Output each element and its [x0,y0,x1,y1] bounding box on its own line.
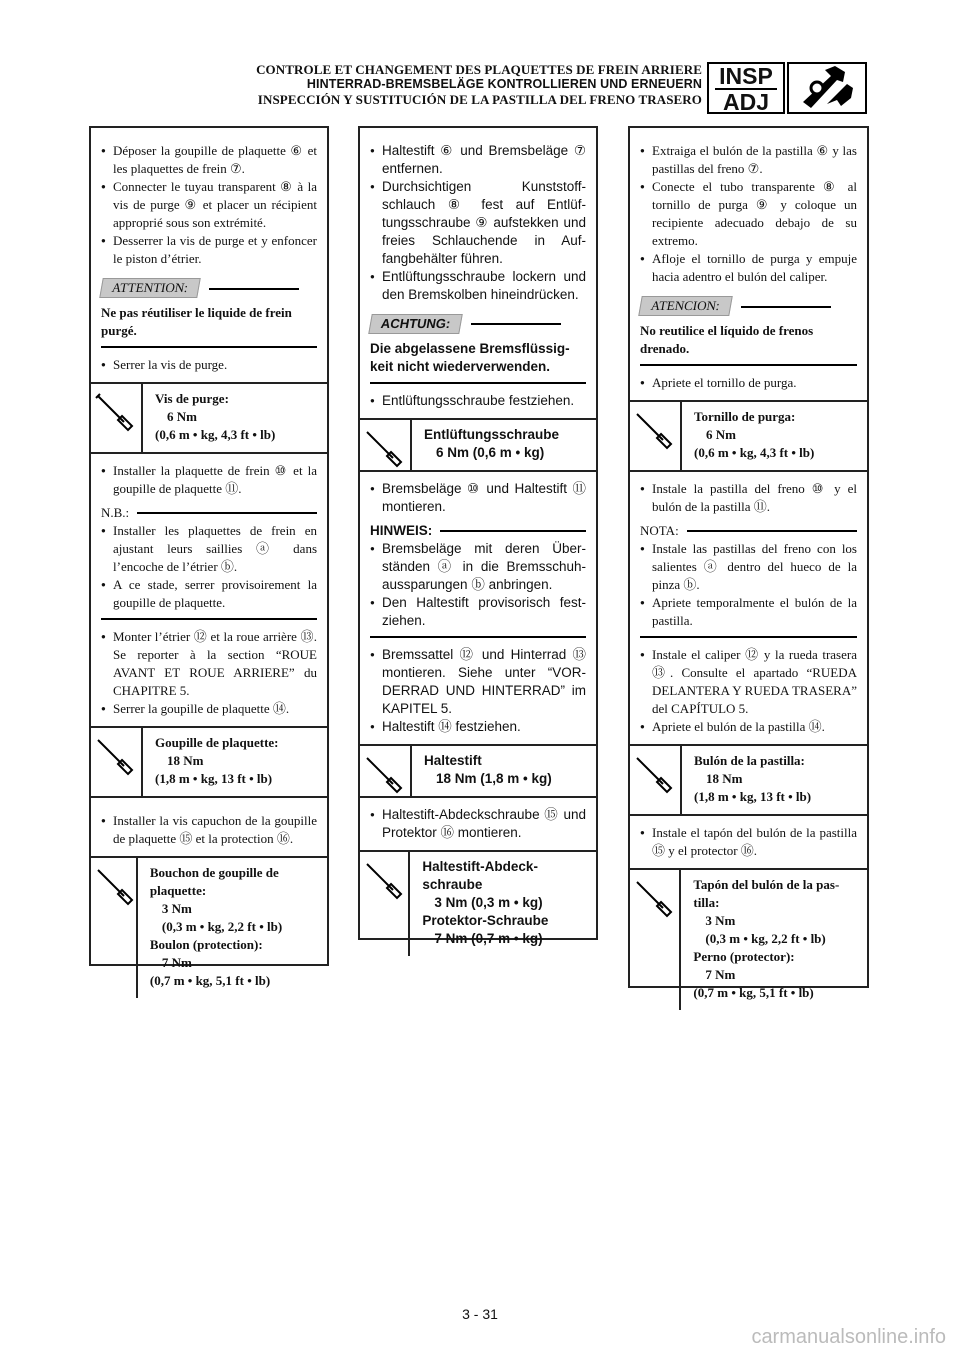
de-step-5: ● Bremsbeläge ⑩ und Haltestift ⑪ montieren. [370,480,586,516]
es-torque-3-alt: (0,3 m • kg, 2,2 ft • lb) [705,931,826,946]
fr-torque-2 [91,726,327,798]
fr-note-1: ● Installer les plaquettes de frein en ajustant leurs saillies ⓐ dans l’encoche de l’étrier ⓑ. [101,522,317,576]
fr-note-2: ● A ce stade, serrer provisoirement la goupille de plaquette. [101,576,317,612]
torque-wrench-icon [633,408,677,452]
de-step-2: ● Durchsichtigen Kunststoffschlauch ⑧ fest auf Entlüftungsschraube ⑨ aufstekken und freies Schlauchende in Auffangbehälter führen. [370,178,586,268]
es-torque-3-nm: 3 Nm [705,913,736,928]
fr-step-4: ● Serrer la vis de purge. [101,356,317,374]
fr-torque-3-nm: 3 Nm [161,901,192,916]
es-attention-label: ATENCION: [638,296,732,316]
fr-step-1: ● Déposer la goupille de plaquette ⑥ et les plaquettes de frein ⑦. [101,142,317,178]
de-step-8: ● Haltestift-Abdeckschraube ⑮ und Protektor ⑯ montieren. [370,806,586,842]
column-french [89,126,329,988]
es-note [640,522,857,638]
tab-top-label: INSP [719,63,773,89]
fr-attention-label: ATTENTION: [99,278,200,298]
de-note-label: HINWEIS: [370,523,433,538]
torque-wrench-icon [363,752,407,796]
fr-note-label: N.B.: [101,505,130,520]
es-torque-1 [630,400,867,472]
de-attention-label: ACHTUNG: [368,314,463,334]
de-step-6: ● Bremssattel ⑫ und Hinterrad ⑬ montieren. Siehe unter “VORDERRAD UND HINTERRAD” im KAPITEL 5. [370,646,586,718]
es-step-1: ● Extraiga el bulón de la pastilla ⑥ y las pastillas del freno ⑦. [640,142,857,178]
fr-torque-1-name: Vis de purge: [155,391,229,406]
fr-step-5: ● Installer la plaquette de frein ⑩ et la goupille de plaquette ⑪. [101,462,317,498]
de-torque-2-name: Haltestift [424,753,482,768]
es-torque-3-alt2: (0,7 m • kg, 5,1 ft • lb) [693,985,814,1000]
torque-wrench-icon [94,390,138,434]
wrench-icon [787,62,867,114]
torque-wrench-icon [363,426,407,470]
es-note-2: ● Apriete temporalmente el bulón de la pastilla. [640,594,857,630]
chapter-tab [707,62,867,114]
es-torque-3-name2: Perno (protector): [693,949,795,964]
es-step-6: ● Instale el caliper ⑫ y la rueda trasera ⑬. Consulte el apartado “RUEDA DELANTERA Y RUEDA TRASERA” del CAPÍTULO 5. [640,646,857,718]
fr-torque-2-name: Goupille de plaquette: [155,735,279,750]
fr-torque-3-alt: (0,3 m • kg, 2,2 ft • lb) [161,919,283,934]
de-torque-3-name2: Protektor-Schraube [422,913,549,928]
de-note-1: ● Bremsbeläge mit deren Überständen ⓐ in die Bremsschuhaussparungen ⓑ anbringen. [370,540,586,594]
watermark: carmanualsonline.info [751,1326,946,1348]
es-torque-2-name: Bulón de la pastilla: [694,753,805,768]
fr-torque-3 [91,856,327,998]
fr-torque-3-name: Bouchon de goupille de plaquette: [149,865,279,898]
de-torque-1-name: Entlüftungsschraube [424,427,560,442]
es-step-4: ● Apriete el tornillo de purga. [640,374,857,392]
fr-attention-text: Ne pas réutiliser le liquide de frein purgé. [101,304,317,348]
de-note [370,522,586,638]
de-torque-3-nm2: 7 Nm (0,7 m • kg) [434,931,543,946]
fr-torque-1-alt: (0,6 m • kg, 4,3 ft • lb) [155,427,276,442]
fr-torque-3-nm2: 7 Nm [161,955,192,970]
torque-wrench-icon [363,858,407,902]
de-attention-text: Die abgelassene Bremsflüssigkeit nicht wiederverwenden. [370,340,586,384]
es-torque-1-nm: 6 Nm [706,427,736,442]
de-note-2: ● Den Haltestift provisorisch festziehen. [370,594,586,630]
de-torque-3-name: Haltestift-Abdeckschraube [422,859,538,892]
insp-adj-tab [707,62,785,114]
es-torque-2 [630,744,867,816]
fr-step-2: ● Connecter le tuyau transparent ⑧ à la vis de purge ⑨ et placer un récipient approprié sous son extrémité. [101,178,317,232]
de-torque-2 [360,744,596,798]
fr-torque-2-alt: (1,8 m • kg, 13 ft • lb) [155,771,273,786]
es-step-2: ● Conecte el tubo transparente ⑧ al tornillo de purga ⑨ y coloque un recipiente adecuado debajo de su extremo. [640,178,857,250]
page-number: 3 - 31 [462,1306,498,1322]
es-step-8: ● Instale el tapón del bulón de la pastilla ⑮ y el protector ⑯. [640,824,857,860]
fr-attention [101,278,317,348]
de-step-1: ● Haltestift ⑥ und Bremsbeläge ⑦ entfernen. [370,142,586,178]
es-torque-3-name: Tapón del bulón de la pastilla: [693,877,840,910]
es-torque-1-name: Tornillo de purga: [694,409,796,424]
es-torque-3-nm2: 7 Nm [705,967,736,982]
de-step-4: ● Entlüftungsschraube festziehen. [370,392,586,410]
de-step-3: ● Entlüftungsschraube lockern und den Bremskolben hineindrücken. [370,268,586,304]
es-torque-2-alt: (1,8 m • kg, 13 ft • lb) [694,789,812,804]
fr-step-6: ● Monter l’étrier ⑫ et la roue arrière ⑬. Se reporter à la section “ROUE AVANT ET ROUE ARRIERE” du CHAPITRE 5. [101,628,317,700]
de-torque-3-nm: 3 Nm (0,3 m • kg) [434,895,543,910]
torque-wrench-icon [94,864,138,908]
es-step-7: ● Apriete el bulón de la pastilla ⑭. [640,718,857,736]
es-torque-3 [630,868,867,1010]
es-step-5: ● Instale la pastilla del freno ⑩ y el bulón de la pastilla ⑪. [640,480,857,516]
fr-step-3: ● Desserrer la vis de purge et y enfoncer le piston d’étrier. [101,232,317,268]
tab-bottom-label: ADJ [722,89,769,115]
fr-step-8: ● Installer la vis capuchon de la goupille de plaquette ⑮ et la protection ⑯. [101,812,317,848]
fr-torque-1-nm: 6 Nm [167,409,197,424]
es-torque-1-alt: (0,6 m • kg, 4,3 ft • lb) [694,445,815,460]
torque-wrench-icon [633,876,677,920]
es-note-label: NOTA: [640,523,679,538]
header-title-fr: CONTROLE ET CHANGEMENT DES PLAQUETTES DE FREIN ARRIERE [256,62,702,77]
fr-step-7: ● Serrer la goupille de plaquette ⑭. [101,700,317,718]
fr-torque-3-name2: Boulon (protection): [149,937,263,952]
es-note-1: ● Instale las pastillas del freno con los salientes ⓐ dentro del hueco de la pinza ⓑ. [640,540,857,594]
column-spanish [628,126,869,1000]
de-torque-1 [360,418,596,472]
torque-wrench-icon [94,734,138,778]
section-header [256,62,702,107]
de-torque-2-nm: 18 Nm (1,8 m • kg) [436,771,552,786]
fr-torque-3-alt2: (0,7 m • kg, 5,1 ft • lb) [149,973,271,988]
es-attention-text: No reutilice el líquido de frenos drenado. [640,322,857,366]
torque-wrench-icon [633,752,677,796]
header-title-es: INSPECCIÓN Y SUSTITUCIÓN DE LA PASTILLA DEL FRENO TRASERO [257,92,702,107]
fr-note [101,504,317,620]
header-title-de: HINTERRAD-BREMSBELÄGE KONTROLLIEREN UND ERNEUERN [306,77,702,91]
de-torque-3 [360,850,596,956]
es-torque-2-nm: 18 Nm [706,771,743,786]
es-step-3: ● Afloje el tornillo de purga y empuje hacia adentro el bulón del caliper. [640,250,857,286]
es-attention [640,296,857,366]
de-torque-1-nm: 6 Nm (0,6 m • kg) [436,445,545,460]
fr-torque-2-nm: 18 Nm [167,753,204,768]
de-step-7: ● Haltestift ⑭ festziehen. [370,718,586,736]
fr-torque-1 [91,382,327,454]
column-german [358,126,598,946]
de-attention [370,314,586,384]
